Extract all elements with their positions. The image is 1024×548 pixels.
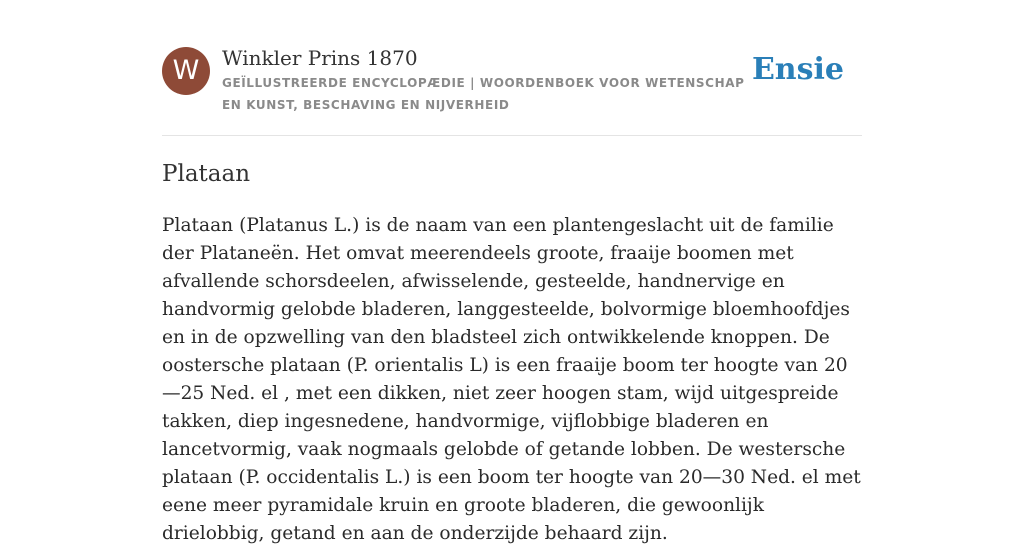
source-title[interactable]: Winkler Prins 1870 — [222, 46, 418, 70]
source-avatar[interactable]: W — [162, 47, 210, 95]
source-subtitle: GEÏLLUSTREERDE ENCYCLOPÆDIE | WOORDENBOEK VOOR WETENSCHAP EN KUNST, BESCHAVING EN NIJVERHEID — [222, 76, 745, 112]
entry-body: Plataan (Platanus L.) is de naam van een plantengeslacht uit de familie der Plataneën. Het omvat meerendeels groote, fraaije boomen met afvallende schorsdeelen, afwisselende, gesteelde, handnervige en handvormig gelobde bladeren, langgesteelde, bolvormige bloemhoofdjes en in de opzwelling van den bladsteel zich ontwikkelende knoppen. De oostersche plataan (P. orientalis L) is een fraaije boom ter hoogte van 20—25 Ned. el , met een dikken, niet zeer hoogen stam, wijd uitgespreide takken, diep ingesnedene, handvormige, vijflobbige bladeren en lancetvormig, vaak nogmaals gelobde of getande lobben. De westersche plataan (P. occidentalis L.) is een boom ter hoogte van 20—30 Ned. el met eene meer pyramidale kruin en groote bladeren, die gewoonlijk drielobbig, getand en aan de onderzijde behaard zijn. — [162, 215, 861, 544]
header-divider — [162, 135, 862, 136]
source-header — [162, 46, 862, 116]
ensie-logo[interactable]: Ensie — [751, 52, 844, 87]
entry-title: Plataan — [162, 161, 251, 187]
